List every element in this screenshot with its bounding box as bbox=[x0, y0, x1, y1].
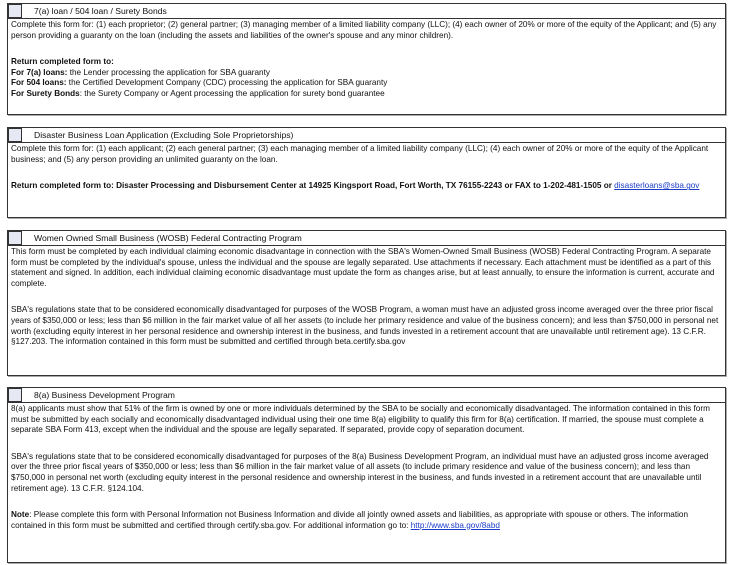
description: Complete this form for: (1) each applicant; (2) each general partner; (3) each managing member of a limited liability company (LLC); (4) each owner of 20% or more of the equity of the Applicant business; and (5) any person providing an unlimited guaranty on the loan. bbox=[11, 144, 709, 164]
section-header bbox=[8, 231, 725, 246]
section-7a-504-surety bbox=[7, 3, 726, 115]
section-title: Women Owned Small Business (WOSB) Federal Contracting Program bbox=[34, 233, 302, 243]
return-heading: Return completed form to: bbox=[11, 57, 114, 67]
section-8a bbox=[7, 387, 726, 563]
sba-8abd-link[interactable]: http://www.sba.gov/8abd bbox=[410, 520, 500, 530]
note: Note: Please complete this form with Personal Information not Business Information and divide all jointly owned assets and liabilities, as appropriate with spouse or others. The information contained in this form must be submitted and certified through certify.sba.gov. For additional information go to: http://www.sba.gov/8abd bbox=[11, 510, 689, 530]
section-header bbox=[8, 128, 725, 143]
section-body bbox=[8, 403, 725, 531]
checkbox-disaster-loan[interactable] bbox=[8, 128, 22, 142]
section-body bbox=[8, 143, 725, 192]
checkbox-wosb[interactable] bbox=[8, 231, 22, 245]
section-title: 8(a) Business Development Program bbox=[34, 390, 175, 400]
paragraph-1: 8(a) applicants must show that 51% of the firm is owned by one or more individuals determined by the SBA to be socially and economically disadvantaged. The information contained in this form must be submitted by each socially and economically disadvantaged individual using their one time 8(a) eligibility to qualify this firm for 8(a) certification. If married, the spouse must complete a separate SBA Form 413, except when the individual and the spouse are legally separated. If separated, provide copy of separation document. bbox=[11, 404, 710, 435]
description: Complete this form for: (1) each proprietor; (2) general partner; (3) managing member of a limited liability company (LLC); (4) each owner of 20% or more of the equity of the Applicant; and (5) any person providing a guaranty on the loan (including the assets and liabilities of the owner's spouse and any minor children). bbox=[11, 20, 717, 40]
paragraph-2: SBA's regulations state that to be considered economically disadvantaged for purposes of the WOSB Program, a woman must have an adjusted gross income averaged over the three prior fiscal years of $350,000 or less; less than $6 million in the fair market value of all her assets (to include her primary residence and value of the business concern); and less than $750,000 in personal net worth (excluding equity interest in her personal residence and ownership interest in the business, and funds invested in a retirement account that are unavailable until retirement age). 13 C.F.R. §127.203. The information contained in this form must be submitted and certified through beta.certify.sba.gov bbox=[11, 305, 719, 347]
section-disaster-loan bbox=[7, 127, 726, 218]
return-item-7a: For 7(a) loans: the Lender processing the application for SBA guaranty bbox=[11, 67, 270, 77]
section-header bbox=[8, 388, 725, 403]
paragraph-2: SBA's regulations state that to be considered economically disadvantaged for purposes of the 8(a) Business Development Program, an individual must have an adjusted gross income averaged over the three prior fiscal years of $350,000 or less; less than $6 million in the fair market value of all assets (to include primary residence and value of the business concern); and less than $750,000 in personal net worth (excluding equity interest in the personal residence and ownership interest in the business, and funds invested in a retirement account that are unavailable until retirement age). 13 C.F.R. §124.104. bbox=[11, 451, 709, 493]
disaster-email-link[interactable]: disasterloans@sba.gov bbox=[614, 181, 700, 191]
section-wosb bbox=[7, 230, 726, 376]
return-item-surety: For Surety Bonds: the Surety Company or Agent processing the application for surety bond guarantee bbox=[11, 88, 385, 98]
section-body bbox=[8, 246, 725, 348]
section-title: 7(a) loan / 504 loan / Surety Bonds bbox=[34, 6, 167, 16]
section-title: Disaster Business Loan Application (Excluding Sole Proprietorships) bbox=[34, 130, 294, 140]
checkbox-8a[interactable] bbox=[8, 388, 22, 402]
paragraph-1: This form must be completed by each individual claiming economic disadvantage in connection with the SBA's Women-Owned Small Business (WOSB) Federal Contracting Program. A separate form must be completed by the individual's spouse, unless the individual and the spouse are legally separated. Use attachments if necessary. Each attachment must be identified as a part of this statement and signed. In addition, each individual claiming economic disadvantage must update the form as changes arise, but at least annually, to ensure the information is current, accurate and complete. bbox=[11, 247, 715, 288]
section-header bbox=[8, 4, 725, 19]
checkbox-7a-504-surety[interactable] bbox=[8, 4, 22, 18]
return-item-504: For 504 loans: the Certified Development Company (CDC) processing the application for SBA guaranty bbox=[11, 78, 388, 88]
return-instructions: Return completed form to: Disaster Processing and Disbursement Center at 14925 Kingsport Road, Fort Worth, TX 76155-2243 or FAX to 1-202-481-1505 or disasterloans@sba.gov bbox=[11, 181, 700, 191]
section-body bbox=[8, 19, 725, 100]
